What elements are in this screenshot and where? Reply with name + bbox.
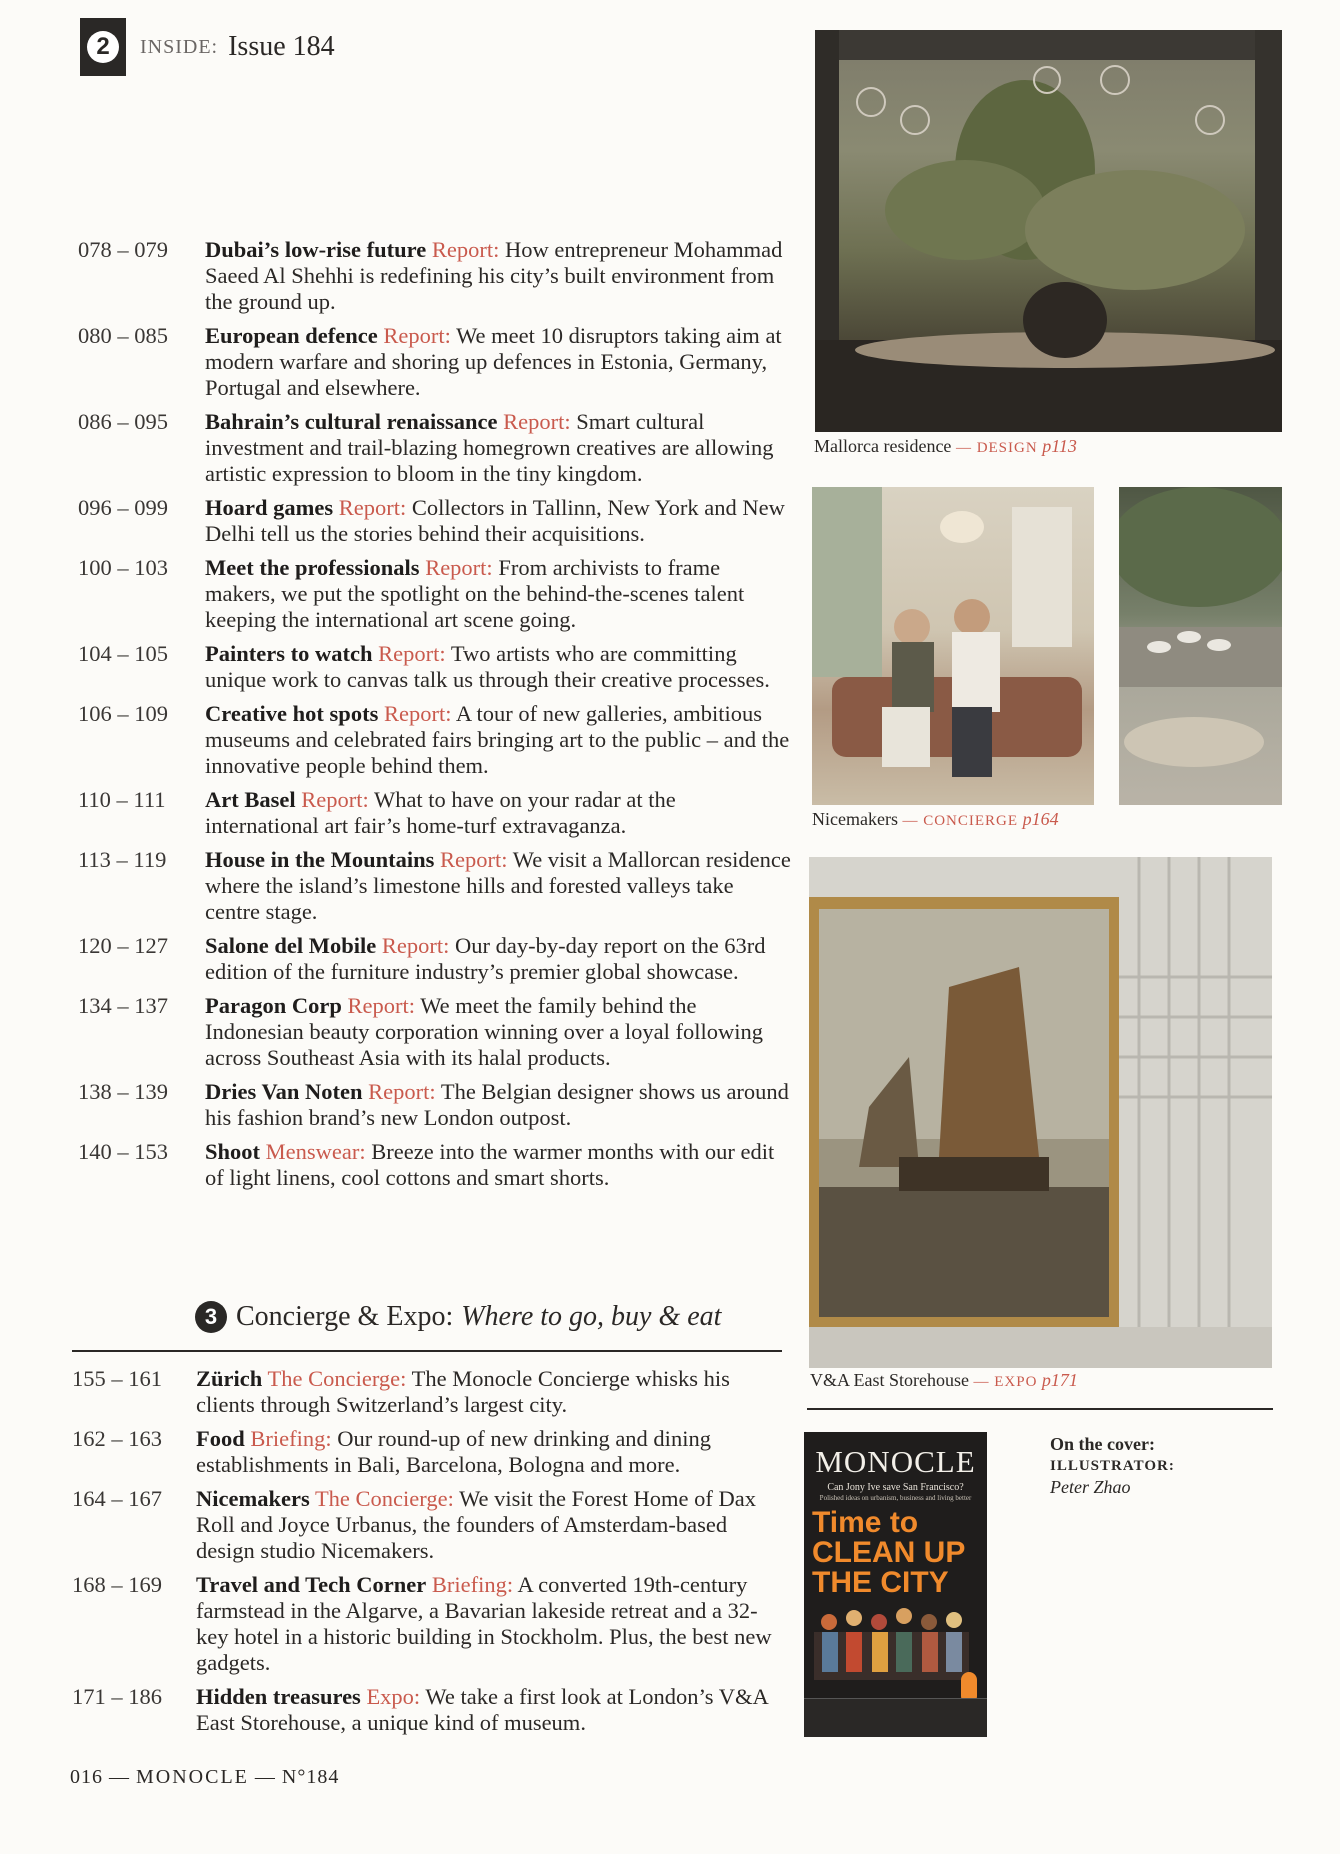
- caption-title: V&A East Storehouse: [810, 1370, 969, 1390]
- toc-description: [205, 1139, 793, 1191]
- toc-entry: [78, 237, 793, 315]
- caption-dash: —: [973, 1374, 990, 1390]
- cover-subline: Polished ideas on urbanism, business and living better: [819, 1494, 972, 1502]
- toc-page-range: 106 – 109: [78, 701, 168, 726]
- caption-section: DESIGN: [976, 440, 1038, 456]
- caption-page: p113: [1042, 436, 1077, 456]
- section-number: 2: [87, 31, 119, 63]
- toc-kicker: Report:: [383, 701, 452, 726]
- section-marker: [80, 18, 126, 76]
- caption-section: EXPO: [994, 1374, 1038, 1390]
- magazine-cover: [804, 1432, 987, 1737]
- toc-description: [196, 1684, 788, 1736]
- cover-strapline: Can Jony Ive save San Francisco?: [827, 1482, 964, 1493]
- toc-description: [196, 1366, 788, 1418]
- toc-text: From archivists to frame makers, we put the spotlight on the behind-the-scenes talent keeping the international art scene going.: [205, 555, 745, 632]
- toc-page-range: 086 – 095: [78, 409, 168, 434]
- toc-kicker: Report:: [378, 641, 446, 666]
- footer-dash: —: [254, 1766, 276, 1788]
- toc-text: A tour of new galleries, ambitious museums and celebrated fairs bringing art to the public – and the innovative people behind them.: [205, 701, 790, 778]
- toc-kicker: Briefing:: [250, 1426, 332, 1451]
- footer-magazine: MONOCLE: [136, 1766, 249, 1788]
- painting-illustration: [809, 857, 1272, 1368]
- toc-description: [205, 701, 793, 779]
- cover-masthead: MONOCLE: [815, 1444, 976, 1479]
- toc-kicker: Report:: [301, 787, 369, 812]
- toc-entry: [78, 1079, 793, 1131]
- cover-credits-role: ILLUSTRATOR:: [1050, 1458, 1175, 1474]
- toc-text: The Monocle Concierge whisks his clients through Switzerland’s largest city.: [196, 1366, 730, 1417]
- toc-kicker: Report:: [338, 495, 407, 520]
- section-3-number: 3: [195, 1301, 227, 1333]
- toc-text: Two artists who are committing unique work to canvas talk us through their creative processes.: [205, 641, 770, 692]
- cover-illustration: [814, 1592, 969, 1680]
- section-3-title: Concierge & Expo:: [236, 1301, 454, 1332]
- footer-issue: N°184: [281, 1766, 340, 1788]
- toc-title: Dubai’s low-rise future: [205, 237, 427, 262]
- toc-kicker: Expo:: [366, 1684, 421, 1709]
- toc-entry: [72, 1426, 792, 1478]
- toc-page-range: 120 – 127: [78, 933, 168, 958]
- toc-title: Hidden treasures: [196, 1684, 361, 1709]
- section-3-heading: [195, 1301, 721, 1333]
- toc-page-range: 171 – 186: [72, 1684, 162, 1709]
- caption-page: p164: [1022, 809, 1059, 829]
- cover-headline: Time to CLEAN UP THE CITY: [812, 1506, 965, 1599]
- toc-kicker: Menswear:: [265, 1139, 366, 1164]
- toc-text: The Belgian designer shows us around his fashion brand’s new London outpost.: [205, 1079, 789, 1130]
- table-of-contents: [78, 237, 793, 1199]
- caption-page: p171: [1041, 1370, 1078, 1390]
- toc-page-range: 168 – 169: [72, 1572, 162, 1597]
- toc-entry: [72, 1366, 792, 1418]
- toc-kicker: Report:: [440, 847, 508, 872]
- toc-text: Our day-by-day report on the 63rd edition of the furniture industry’s premier global showcase.: [205, 933, 766, 984]
- toc-page-range: 078 – 079: [78, 237, 168, 262]
- toc-text: Our round-up of new drinking and dining establishments in Bali, Barcelona, Bologna and more.: [196, 1426, 711, 1477]
- toc-page-range: 140 – 153: [78, 1139, 168, 1164]
- toc-entry: [78, 641, 793, 693]
- toc-kicker: The Concierge:: [314, 1486, 454, 1511]
- toc-title: Nicemakers: [196, 1486, 310, 1511]
- toc-title: Meet the professionals: [205, 555, 420, 580]
- caption-title: Mallorca residence: [814, 436, 952, 456]
- caption-divider: [807, 1408, 1273, 1410]
- section-divider: [72, 1350, 782, 1352]
- page-footer: [70, 1766, 339, 1789]
- toc-title: Bahrain’s cultural renaissance: [205, 409, 498, 434]
- nicemakers-illustration: [812, 487, 1094, 805]
- toc-kicker: Briefing:: [431, 1572, 514, 1597]
- toc-entry: [78, 1139, 793, 1191]
- toc-text: Collectors in Tallinn, New York and New Delhi tell us the stories behind their acquisitions.: [205, 495, 785, 546]
- footer-dash: —: [109, 1766, 130, 1788]
- toc-kicker: Report:: [368, 1079, 436, 1104]
- toc-description: [205, 409, 793, 487]
- toc-description: [196, 1572, 788, 1676]
- mallorca-residence-photo: [815, 30, 1282, 432]
- toc-kicker: Report:: [425, 555, 493, 580]
- toc-description: [196, 1426, 788, 1478]
- toc-description: [205, 641, 793, 693]
- cover-credits-name: Peter Zhao: [1050, 1477, 1131, 1497]
- toc-page-range: 110 – 111: [78, 787, 166, 812]
- toc-entry: [78, 847, 793, 925]
- page-header: [80, 18, 335, 76]
- toc-description: [205, 237, 793, 315]
- toc-page-range: 104 – 105: [78, 641, 168, 666]
- toc-kicker: Report:: [431, 237, 500, 262]
- toc-kicker: Report:: [347, 993, 415, 1018]
- toc-page-range: 138 – 139: [78, 1079, 168, 1104]
- caption-dash: —: [902, 813, 919, 829]
- toc-text: What to have on your radar at the international art fair’s home-turf extravaganza.: [205, 787, 676, 838]
- toc-title: Salone del Mobile: [205, 933, 377, 958]
- toc-description: [205, 933, 793, 985]
- toc-title: Painters to watch: [205, 641, 373, 666]
- toc-text: A converted 19th-century farmstead in the Algarve, a Bavarian lakeside retreat and a 32-key hotel in a historic building in Stockholm. Plus, the best new gadgets.: [196, 1572, 772, 1675]
- cover-credits: [1050, 1434, 1175, 1498]
- toc-description: [205, 847, 793, 925]
- toc-page-range: 096 – 099: [78, 495, 168, 520]
- toc-description: [205, 787, 793, 839]
- toc-entry: [72, 1572, 792, 1676]
- va-caption: [810, 1370, 1078, 1391]
- toc-page-range: 134 – 137: [78, 993, 168, 1018]
- toc-title: Creative hot spots: [205, 701, 379, 726]
- toc-title: Hoard games: [205, 495, 334, 520]
- toc-description: [205, 993, 793, 1071]
- toc-kicker: Report:: [503, 409, 571, 434]
- toc-kicker: Report:: [383, 323, 451, 348]
- toc-kicker: The Concierge:: [267, 1366, 407, 1391]
- section-3-contents: [72, 1366, 792, 1744]
- toc-entry: [78, 495, 793, 547]
- section-3-subtitle: Where to go, buy & eat: [461, 1301, 722, 1332]
- toc-entry: [78, 787, 793, 839]
- toc-page-range: 164 – 167: [72, 1486, 162, 1511]
- nicemakers-couple-photo: [812, 487, 1094, 805]
- toc-description: [205, 323, 793, 401]
- toc-title: Travel and Tech Corner: [196, 1572, 427, 1597]
- page-number: 016: [70, 1766, 103, 1788]
- toc-title: European defence: [205, 323, 378, 348]
- table-illustration: [1119, 487, 1282, 805]
- toc-entry: [78, 409, 793, 487]
- toc-page-range: 113 – 119: [78, 847, 167, 872]
- toc-page-range: 162 – 163: [72, 1426, 162, 1451]
- toc-page-range: 100 – 103: [78, 555, 168, 580]
- toc-title: Art Basel: [205, 787, 296, 812]
- caption-dash: —: [955, 440, 972, 456]
- va-storehouse-photo: [809, 857, 1272, 1368]
- toc-entry: [78, 701, 793, 779]
- toc-entry: [72, 1684, 792, 1736]
- nicemakers-table-photo: [1119, 487, 1282, 805]
- toc-title: Food: [196, 1426, 245, 1451]
- toc-text: Smart cultural investment and trail-blazing homegrown creatives are allowing artistic expression to bloom in the tiny kingdom.: [205, 409, 774, 486]
- toc-text: We meet the family behind the Indonesian beauty corporation winning over a loyal following across Southeast Asia with its halal products.: [205, 993, 763, 1070]
- toc-entry: [78, 933, 793, 985]
- toc-text: We visit the Forest Home of Dax Roll and Joyce Urbanus, the founders of Amsterdam-based design studio Nicemakers.: [196, 1486, 756, 1563]
- toc-page-range: 155 – 161: [72, 1366, 162, 1391]
- toc-entry: [78, 555, 793, 633]
- caption-title: Nicemakers: [812, 809, 898, 829]
- toc-description: [205, 1079, 793, 1131]
- toc-entry: [72, 1486, 792, 1564]
- cover-bottom-band: [804, 1698, 987, 1737]
- issue-title: Issue 184: [228, 31, 335, 62]
- cover-credits-heading: On the cover:: [1050, 1434, 1155, 1454]
- toc-title: Zürich: [196, 1366, 263, 1391]
- caption-section: CONCIERGE: [923, 813, 1019, 829]
- toc-page-range: 080 – 085: [78, 323, 168, 348]
- toc-description: [205, 495, 793, 547]
- toc-title: Dries Van Noten: [205, 1079, 363, 1104]
- toc-title: Shoot: [205, 1139, 261, 1164]
- nicemakers-caption: [812, 809, 1059, 830]
- mallorca-illustration: [815, 30, 1282, 432]
- toc-text: We visit a Mallorcan residence where the island’s limestone hills and forested valleys take centre stage.: [205, 847, 791, 924]
- toc-title: House in the Mountains: [205, 847, 435, 872]
- toc-text: We meet 10 disruptors taking aim at modern warfare and shoring up defences in Estonia, Germany, Portugal and elsewhere.: [205, 323, 782, 400]
- toc-description: [205, 555, 793, 633]
- toc-text: Breeze into the warmer months with our edit of light linens, cool cottons and smart shorts.: [205, 1139, 775, 1190]
- toc-kicker: Report:: [381, 933, 450, 958]
- toc-entry: [78, 323, 793, 401]
- toc-entry: [78, 993, 793, 1071]
- mallorca-caption: [814, 436, 1077, 457]
- toc-text: How entrepreneur Mohammad Saeed Al Shehhi is redefining his city’s built environment from the ground up.: [205, 237, 783, 314]
- toc-title: Paragon Corp: [205, 993, 342, 1018]
- toc-description: [196, 1486, 788, 1564]
- toc-text: We take a first look at London’s V&A East Storehouse, a unique kind of museum.: [196, 1684, 768, 1735]
- inside-label: INSIDE:: [140, 35, 219, 58]
